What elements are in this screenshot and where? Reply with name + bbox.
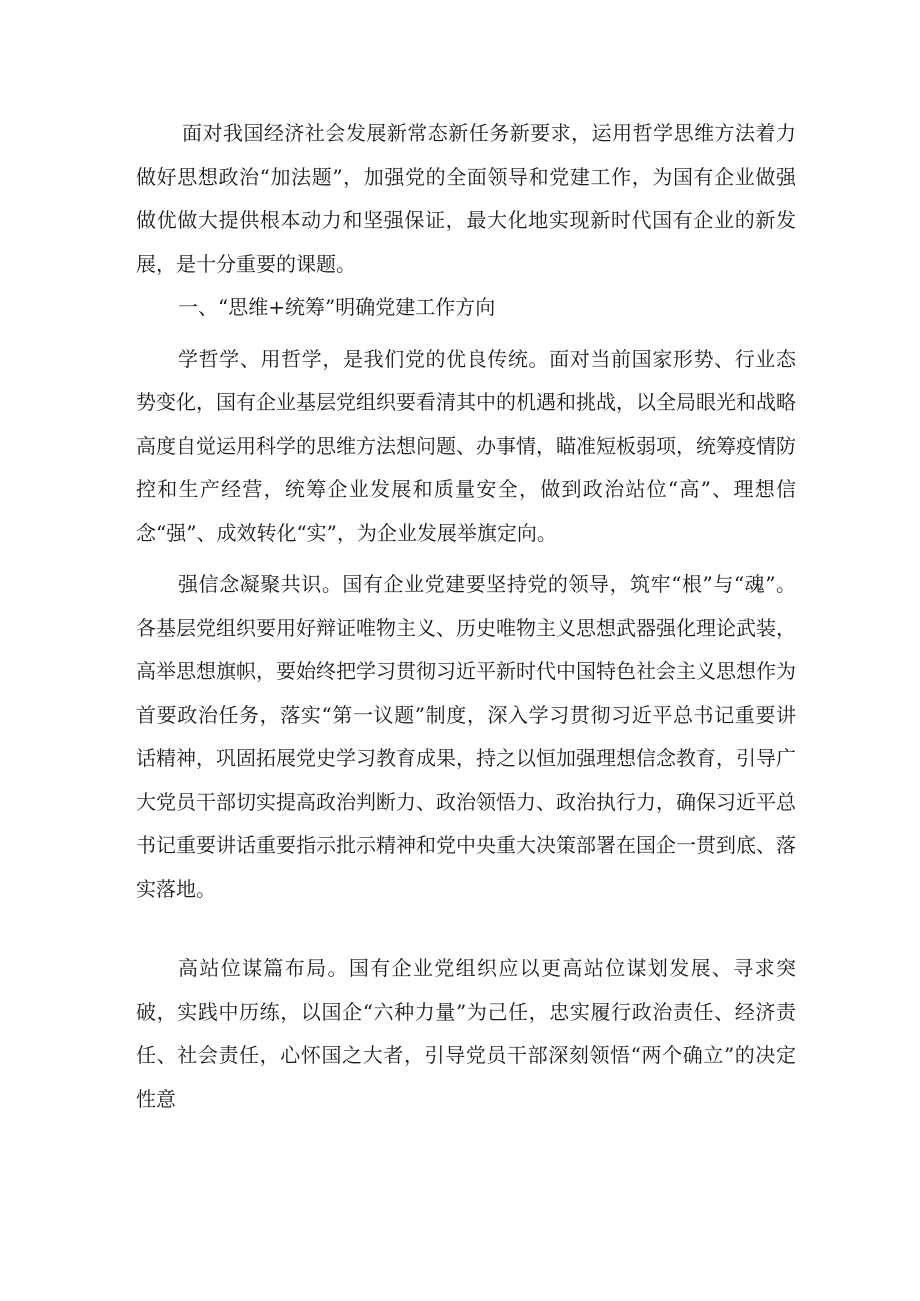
document-body [136,112,796,1121]
intro-paragraph: 面对我国经济社会发展新常态新任务新要求，运用哲学思维方法着力做好思想政治“加法题”，加强党的全面领导和党建工作，为国有企业做强做优做大提供根本动力和坚强保证，最大化地实现新时代国有企业的新发展，是十分重要的课题。 [136,121,796,276]
body-paragraph-belief: 强信念凝聚共识。国有企业党建要坚持党的领导，筑牢“根”与“魂”。各基层党组织要用好辩证唯物主义、历史唯物主义思想武器强化理论武装，高举思想旗帜，要始终把学习贯彻习近平新时代中国特色社会主义思想作为首要政治任务，落实“第一议题”制度，深入学习贯彻习近平总书记重要讲话精神，巩固拓展党史学习教育成果，持之以恒加强理想信念教育，引导广大党员干部切实提高政治判断力、政治领悟力、政治执行力，确保习近平总书记重要讲话重要指示批示精神和党中央重大决策部署在国企一贯到底、落实落地。 [136,572,796,901]
section-heading: 一、“思维+统筹”明确党建工作方向 [178,295,496,319]
body-paragraph-planning: 高站位谋篇布局。国有企业党组织应以更高站位谋划发展、寻求突破，实践中历练，以国企“六种力量”为己任，忠实履行政治责任、经济责任、社会责任，心怀国之大者，引导党员干部深刻领悟“两个确立”的决定性意 [136,956,796,1111]
body-paragraph-philosophy: 学哲学、用哲学，是我们党的优良传统。面对当前国家形势、行业态势变化，国有企业基层党组织要看清其中的机遇和挑战，以全局眼光和战略高度自觉运用科学的思维方法想问题、办事情，瞄准短板弱项，统筹疫情防控和生产经营，统筹企业发展和质量安全，做到政治站位“高”、理想信念“强”、成效转化“实”，为企业发展举旗定向。 [136,346,796,545]
